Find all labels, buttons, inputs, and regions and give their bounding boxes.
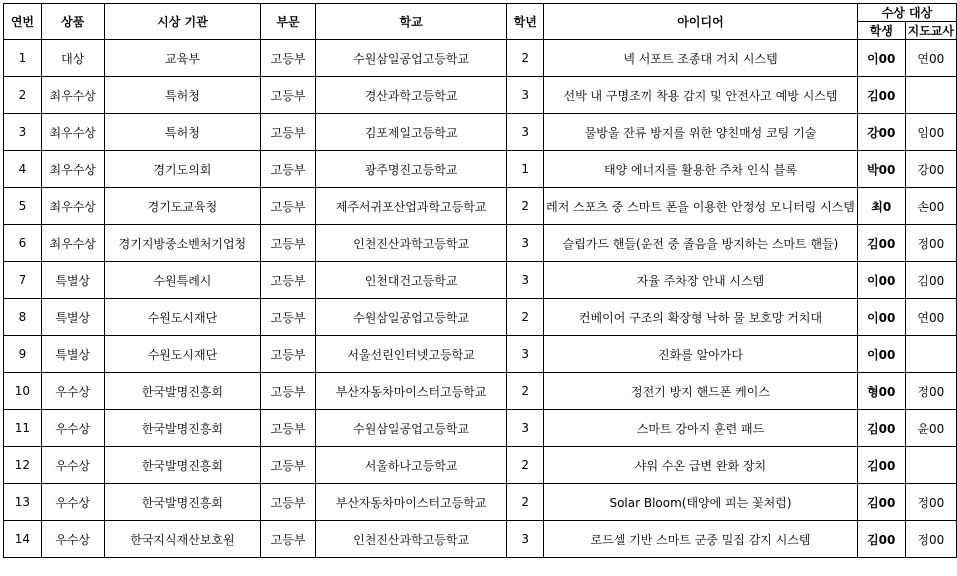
cell-school: 경산과학고등학교 bbox=[315, 77, 506, 114]
cell-idea: 선박 내 구명조끼 착용 감지 및 안전사고 예방 시스템 bbox=[544, 77, 858, 114]
table-row bbox=[4, 114, 957, 151]
cell-teacher: 연00 bbox=[905, 40, 956, 77]
cell-school: 부산자동차마이스터고등학교 bbox=[315, 373, 506, 410]
table-row bbox=[4, 77, 957, 114]
header-prize: 상품 bbox=[41, 4, 104, 40]
header-org: 시상 기관 bbox=[104, 4, 261, 40]
cell-student: 김00 bbox=[857, 521, 905, 558]
cell-prize: 최우수상 bbox=[41, 114, 104, 151]
cell-grade: 3 bbox=[507, 114, 544, 151]
cell-teacher bbox=[905, 336, 956, 373]
cell-teacher: 윤00 bbox=[905, 410, 956, 447]
cell-org: 한국발명진흥회 bbox=[104, 484, 261, 521]
cell-division: 고등부 bbox=[261, 484, 316, 521]
cell-prize: 최우수상 bbox=[41, 188, 104, 225]
cell-school: 인천진산과학고등학교 bbox=[315, 225, 506, 262]
cell-grade: 3 bbox=[507, 521, 544, 558]
cell-idea: 진화를 알아가다 bbox=[544, 336, 858, 373]
header-no: 연번 bbox=[4, 4, 42, 40]
cell-teacher: 임00 bbox=[905, 114, 956, 151]
cell-org: 경기도교육청 bbox=[104, 188, 261, 225]
cell-grade: 2 bbox=[507, 299, 544, 336]
cell-org: 경기지방중소벤처기업청 bbox=[104, 225, 261, 262]
cell-student: 형00 bbox=[857, 373, 905, 410]
cell-no: 1 bbox=[4, 40, 42, 77]
cell-division: 고등부 bbox=[261, 77, 316, 114]
cell-grade: 2 bbox=[507, 188, 544, 225]
cell-org: 특허청 bbox=[104, 77, 261, 114]
cell-idea: 자율 주차장 안내 시스템 bbox=[544, 262, 858, 299]
table-row bbox=[4, 484, 957, 521]
cell-teacher: 정00 bbox=[905, 484, 956, 521]
cell-school: 서울선린인터넷고등학교 bbox=[315, 336, 506, 373]
cell-division: 고등부 bbox=[261, 151, 316, 188]
cell-student: 박00 bbox=[857, 151, 905, 188]
cell-idea: 샤워 수온 급변 완화 장치 bbox=[544, 447, 858, 484]
cell-prize: 최우수상 bbox=[41, 225, 104, 262]
cell-no: 11 bbox=[4, 410, 42, 447]
cell-school: 수원삼일공업고등학교 bbox=[315, 40, 506, 77]
cell-idea: 레저 스포츠 중 스마트 폰을 이용한 안정성 모니터링 시스템 bbox=[544, 188, 858, 225]
cell-org: 교육부 bbox=[104, 40, 261, 77]
cell-teacher: 연00 bbox=[905, 299, 956, 336]
cell-no: 7 bbox=[4, 262, 42, 299]
cell-grade: 3 bbox=[507, 410, 544, 447]
cell-division: 고등부 bbox=[261, 521, 316, 558]
cell-org: 한국발명진흥회 bbox=[104, 410, 261, 447]
cell-prize: 우수상 bbox=[41, 484, 104, 521]
cell-idea: 태양 에너지를 활용한 주차 인식 블록 bbox=[544, 151, 858, 188]
cell-org: 한국지식재산보호원 bbox=[104, 521, 261, 558]
cell-teacher bbox=[905, 447, 956, 484]
cell-division: 고등부 bbox=[261, 188, 316, 225]
cell-school: 수원삼일공업고등학교 bbox=[315, 410, 506, 447]
cell-prize: 최우수상 bbox=[41, 151, 104, 188]
cell-prize: 최우수상 bbox=[41, 77, 104, 114]
cell-idea: 슬립가드 핸들(운전 중 졸음을 방지하는 스마트 핸들) bbox=[544, 225, 858, 262]
cell-teacher: 강00 bbox=[905, 151, 956, 188]
table-body bbox=[4, 40, 957, 558]
cell-division: 고등부 bbox=[261, 114, 316, 151]
cell-idea: Solar Bloom(태양에 피는 꽃처럼) bbox=[544, 484, 858, 521]
table-row bbox=[4, 410, 957, 447]
cell-teacher: 정00 bbox=[905, 373, 956, 410]
cell-school: 서울하나고등학교 bbox=[315, 447, 506, 484]
cell-teacher: 손00 bbox=[905, 188, 956, 225]
cell-no: 9 bbox=[4, 336, 42, 373]
cell-prize: 특별상 bbox=[41, 299, 104, 336]
cell-org: 수원특례시 bbox=[104, 262, 261, 299]
cell-no: 10 bbox=[4, 373, 42, 410]
cell-prize: 특별상 bbox=[41, 336, 104, 373]
table-row bbox=[4, 373, 957, 410]
cell-student: 김00 bbox=[857, 77, 905, 114]
cell-no: 5 bbox=[4, 188, 42, 225]
cell-no: 2 bbox=[4, 77, 42, 114]
cell-student: 최0 bbox=[857, 188, 905, 225]
header-idea: 아이디어 bbox=[544, 4, 858, 40]
cell-teacher: 김00 bbox=[905, 262, 956, 299]
cell-org: 경기도의회 bbox=[104, 151, 261, 188]
cell-idea: 물방울 잔류 방지를 위한 양친매성 코팅 기술 bbox=[544, 114, 858, 151]
cell-school: 제주서귀포산업과학고등학교 bbox=[315, 188, 506, 225]
cell-school: 수원삼일공업고등학교 bbox=[315, 299, 506, 336]
cell-student: 이00 bbox=[857, 336, 905, 373]
cell-student: 김00 bbox=[857, 225, 905, 262]
header-student: 학생 bbox=[857, 22, 905, 40]
cell-division: 고등부 bbox=[261, 40, 316, 77]
header-row-top bbox=[4, 4, 957, 22]
cell-division: 고등부 bbox=[261, 299, 316, 336]
cell-idea: 스마트 강아지 훈련 패드 bbox=[544, 410, 858, 447]
header-teacher: 지도교사 bbox=[905, 22, 956, 40]
cell-division: 고등부 bbox=[261, 410, 316, 447]
table-row bbox=[4, 336, 957, 373]
cell-no: 13 bbox=[4, 484, 42, 521]
cell-student: 이00 bbox=[857, 262, 905, 299]
cell-division: 고등부 bbox=[261, 447, 316, 484]
cell-student: 강00 bbox=[857, 114, 905, 151]
cell-no: 3 bbox=[4, 114, 42, 151]
cell-student: 김00 bbox=[857, 484, 905, 521]
cell-student: 김00 bbox=[857, 447, 905, 484]
cell-teacher: 정00 bbox=[905, 225, 956, 262]
cell-org: 수원도시재단 bbox=[104, 336, 261, 373]
table-row bbox=[4, 521, 957, 558]
header-award-target: 수상 대상 bbox=[857, 4, 956, 22]
table-row bbox=[4, 447, 957, 484]
cell-grade: 1 bbox=[507, 151, 544, 188]
cell-prize: 대상 bbox=[41, 40, 104, 77]
cell-school: 인천대건고등학교 bbox=[315, 262, 506, 299]
cell-idea: 넥 서포트 조종대 거치 시스템 bbox=[544, 40, 858, 77]
table-row bbox=[4, 188, 957, 225]
cell-grade: 2 bbox=[507, 447, 544, 484]
cell-school: 인천진산과학고등학교 bbox=[315, 521, 506, 558]
cell-grade: 3 bbox=[507, 336, 544, 373]
cell-no: 6 bbox=[4, 225, 42, 262]
cell-grade: 2 bbox=[507, 40, 544, 77]
header-school: 학교 bbox=[315, 4, 506, 40]
awards-table-container bbox=[3, 3, 957, 558]
cell-school: 부산자동차마이스터고등학교 bbox=[315, 484, 506, 521]
cell-grade: 2 bbox=[507, 484, 544, 521]
header-division: 부문 bbox=[261, 4, 316, 40]
cell-grade: 3 bbox=[507, 225, 544, 262]
cell-student: 이00 bbox=[857, 40, 905, 77]
table-row bbox=[4, 299, 957, 336]
cell-no: 14 bbox=[4, 521, 42, 558]
cell-teacher: 정00 bbox=[905, 521, 956, 558]
table-row bbox=[4, 225, 957, 262]
table-row bbox=[4, 151, 957, 188]
table-row bbox=[4, 40, 957, 77]
cell-prize: 우수상 bbox=[41, 521, 104, 558]
cell-prize: 우수상 bbox=[41, 373, 104, 410]
cell-division: 고등부 bbox=[261, 373, 316, 410]
cell-org: 한국발명진흥회 bbox=[104, 447, 261, 484]
cell-org: 특허청 bbox=[104, 114, 261, 151]
cell-prize: 우수상 bbox=[41, 447, 104, 484]
cell-idea: 컨베이어 구조의 확장형 낙하 물 보호망 거치대 bbox=[544, 299, 858, 336]
cell-prize: 우수상 bbox=[41, 410, 104, 447]
cell-grade: 3 bbox=[507, 77, 544, 114]
cell-no: 4 bbox=[4, 151, 42, 188]
cell-idea: 로드셀 기반 스마트 군중 밀집 감지 시스템 bbox=[544, 521, 858, 558]
cell-grade: 3 bbox=[507, 262, 544, 299]
cell-division: 고등부 bbox=[261, 262, 316, 299]
cell-division: 고등부 bbox=[261, 225, 316, 262]
cell-no: 8 bbox=[4, 299, 42, 336]
header-grade: 학년 bbox=[507, 4, 544, 40]
cell-school: 광주명진고등학교 bbox=[315, 151, 506, 188]
cell-student: 이00 bbox=[857, 299, 905, 336]
table-row bbox=[4, 262, 957, 299]
cell-division: 고등부 bbox=[261, 336, 316, 373]
cell-teacher bbox=[905, 77, 956, 114]
cell-idea: 정전기 방지 핸드폰 케이스 bbox=[544, 373, 858, 410]
cell-student: 김00 bbox=[857, 410, 905, 447]
cell-no: 12 bbox=[4, 447, 42, 484]
cell-prize: 특별상 bbox=[41, 262, 104, 299]
cell-school: 김포제일고등학교 bbox=[315, 114, 506, 151]
awards-table bbox=[3, 3, 957, 558]
cell-org: 수원도시재단 bbox=[104, 299, 261, 336]
cell-grade: 2 bbox=[507, 373, 544, 410]
cell-org: 한국발명진흥회 bbox=[104, 373, 261, 410]
